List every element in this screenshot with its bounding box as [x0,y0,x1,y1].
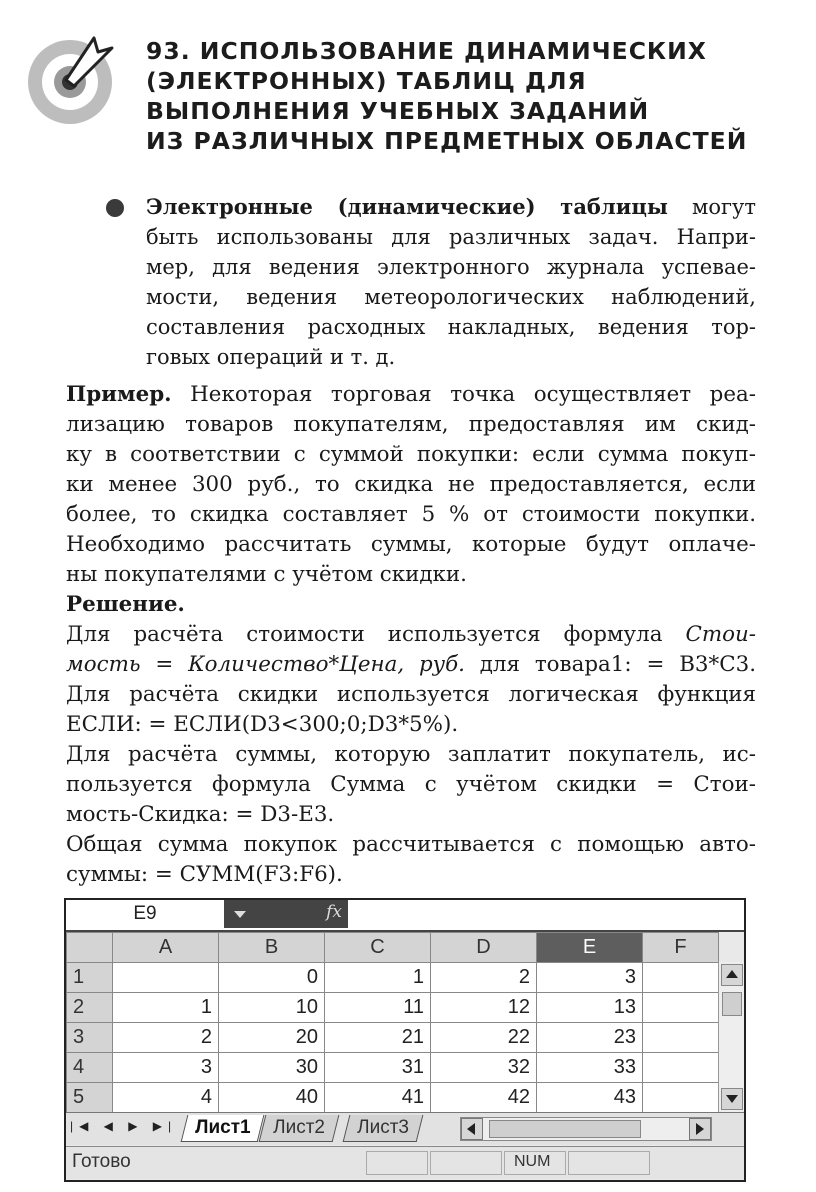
example-paragraph [66,380,756,590]
cell[interactable]: 0 [219,963,325,993]
cell[interactable]: 1 [113,993,219,1023]
text-line: составления расходных накладных, ведения тор- [146,315,756,339]
horizontal-scrollbar[interactable] [460,1117,712,1141]
cell[interactable] [643,993,719,1023]
cell[interactable]: 12 [431,993,537,1023]
text-line: ЕСЛИ: = ЕСЛИ(D3<300;0;D3*5%). [66,712,459,737]
text-line: ны покупателями с учётом скидки. [66,562,467,587]
text-line: суммы: = СУММ(F3:F6). [66,862,343,887]
row-header[interactable]: 1 [67,963,113,993]
sheet-tab-bar [66,1112,744,1145]
cell[interactable] [643,963,719,993]
text-line: более, то скидка составляет 5 % от стоимости покупки. [66,502,756,527]
cell[interactable] [643,1023,719,1053]
cell[interactable]: 33 [537,1053,643,1083]
table-row [67,963,719,993]
text-line: мость-Скидка: = D3-E3. [66,802,335,827]
row-header[interactable]: 3 [67,1023,113,1053]
tab-label: Лист3 [357,1117,409,1138]
cell[interactable]: 4 [113,1083,219,1113]
column-header-d[interactable]: D [431,933,537,963]
status-bar [66,1146,744,1179]
text-line: Для расчёта суммы, которую заплатит покупатель, ис- [66,742,756,767]
cell[interactable]: 32 [431,1053,537,1083]
cell[interactable]: 41 [325,1083,431,1113]
title-line: ИЗ РАЗЛИЧНЫХ ПРЕДМЕТНЫХ ОБЛАСТЕЙ [146,127,748,155]
column-header-b[interactable]: B [219,933,325,963]
text-line: мости, ведения метеорологических наблюдений, [146,285,756,309]
cell[interactable] [113,963,219,993]
text-line: ки менее 300 руб., то скидка не предоставляется, если [66,472,756,497]
cell[interactable] [643,1053,719,1083]
title-line: (ЭЛЕКТРОННЫХ) ТАБЛИЦ ДЛЯ [146,67,587,95]
text-line: мер, для ведения электронного журнала успевае- [146,255,756,279]
text-line: Общая сумма покупок рассчитывается с помощью авто- [66,832,756,857]
cell[interactable] [643,1083,719,1113]
column-header-a[interactable]: A [113,933,219,963]
status-text: Готово [72,1151,131,1172]
tab-sheet1[interactable] [181,1115,265,1142]
tab-nav-buttons[interactable]: |◀ ◀ ▶ ▶| [70,1119,178,1133]
arrow-right-icon [696,1123,704,1135]
vertical-scroll-thumb[interactable] [722,992,742,1016]
status-segment [430,1151,502,1175]
cell[interactable]: 42 [431,1083,537,1113]
horizontal-scroll-thumb[interactable] [489,1120,641,1138]
cell[interactable]: 3 [113,1053,219,1083]
text-line: лизацию товаров покупателям, предоставляя им скид- [66,412,756,437]
cell[interactable]: 20 [219,1023,325,1053]
intro-paragraph [146,192,756,372]
chevron-down-icon [234,911,246,918]
title-line: ВЫПОЛНЕНИЯ УЧЕБНЫХ ЗАДАНИЙ [146,97,650,125]
text-fragment: могут [667,195,756,219]
cell[interactable]: 31 [325,1053,431,1083]
page-title [146,36,786,156]
tab-label: Лист1 [195,1117,251,1138]
arrow-down-icon [726,1095,738,1103]
text-fragment: Для расчёта стоимости используется формула [66,622,686,647]
table-row [67,1083,719,1113]
name-box[interactable]: E9 [66,900,225,928]
column-header-row [67,933,719,963]
intro-term: Электронные (динамические) таблицы [146,194,668,219]
column-header-c[interactable]: C [325,933,431,963]
cell[interactable]: 30 [219,1053,325,1083]
cell-grid [66,932,719,1113]
status-segment [568,1151,650,1175]
example-label: Пример. [66,382,172,407]
cell[interactable]: 10 [219,993,325,1023]
tab-sheet3[interactable] [343,1115,424,1142]
title-line: 93. ИСПОЛЬЗОВАНИЕ ДИНАМИЧЕСКИХ [146,37,707,65]
status-segment [366,1151,428,1175]
tab-sheet2[interactable] [259,1115,340,1142]
cell[interactable]: 11 [325,993,431,1023]
solution-paragraph [66,590,756,890]
table-row [67,1053,719,1083]
row-header[interactable]: 2 [67,993,113,1023]
text-line: говых операций и т. д. [146,345,396,369]
text-line: Для расчёта скидки используется логическая функция [66,682,756,707]
bullet-icon [106,199,124,217]
row-header[interactable]: 5 [67,1083,113,1113]
row-header[interactable]: 4 [67,1053,113,1083]
formula-bar [66,900,744,932]
num-lock-indicator: NUM [514,1153,551,1170]
cell[interactable]: 21 [325,1023,431,1053]
scroll-up-button[interactable] [721,964,743,986]
cell[interactable]: 22 [431,1023,537,1053]
formula-italic: Стои- [685,622,756,647]
text-line: ку в соответствии с суммой покупки: если сумма покуп- [66,442,756,467]
tab-label: Лист2 [273,1117,325,1138]
text-fragment: Некоторая торговая точка осуществляет реа- [171,382,756,407]
target-arrow-icon [24,30,124,130]
arrow-left-icon [467,1123,475,1135]
fx-icon[interactable]: fx [326,902,342,922]
cell[interactable]: 3 [537,963,643,993]
table-row [67,1023,719,1053]
text-line: Необходимо рассчитать суммы, которые будут оплаче- [66,532,756,557]
select-all-corner[interactable] [67,933,113,963]
scroll-right-button[interactable] [689,1118,711,1140]
cell[interactable]: 40 [219,1083,325,1113]
cell[interactable]: 43 [537,1083,643,1113]
formula-italic: мость = Количество*Цена, руб. [66,652,465,677]
scroll-down-button[interactable] [721,1088,743,1110]
cell[interactable]: 23 [537,1023,643,1053]
cell[interactable]: 2 [113,1023,219,1053]
arrow-up-icon [726,970,738,978]
formula-input[interactable] [348,900,744,928]
spreadsheet-window [64,898,746,1182]
column-header-f[interactable]: F [643,933,719,963]
vertical-scrollbar[interactable] [718,962,745,1112]
text-line: пользуется формула Сумма с учётом скидки = Стои- [66,772,756,797]
solution-label: Решение. [66,592,185,617]
table-row [67,993,719,1023]
text-fragment: для товара1: = B3*C3. [464,652,756,677]
cell[interactable]: 1 [325,963,431,993]
cell[interactable]: 13 [537,993,643,1023]
column-header-e[interactable]: E [537,933,643,963]
name-box-dropdown[interactable] [224,900,348,928]
cell[interactable]: 2 [431,963,537,993]
scroll-left-button[interactable] [461,1118,483,1140]
text-line: быть использованы для различных задач. Напри- [146,225,756,249]
